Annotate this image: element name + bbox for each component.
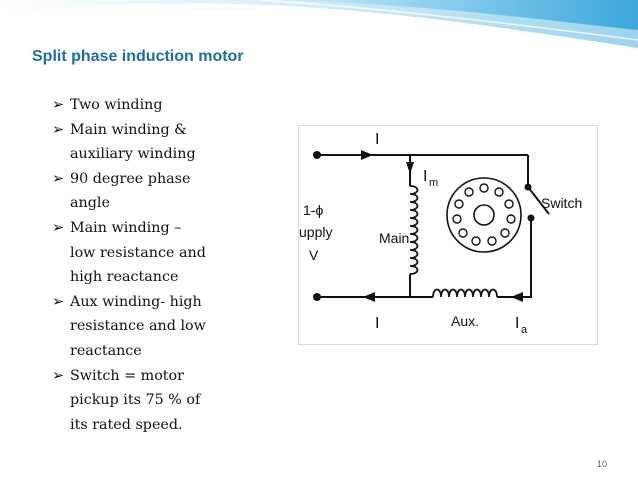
top-terminal xyxy=(313,151,321,159)
bullet-item xyxy=(52,364,262,438)
circuit-diagram xyxy=(298,125,598,345)
arrow-bullet-icon: ➢ xyxy=(52,219,64,236)
supply-label-line3: V xyxy=(309,247,319,263)
bullet-text: Main winding – low resistance and high reactance xyxy=(70,219,206,286)
main-current-subscript: m xyxy=(429,177,439,189)
bullet-item xyxy=(52,216,262,290)
slide-title: Split phase induction motor xyxy=(32,48,244,65)
switch-label: Switch xyxy=(541,195,583,211)
arrow-bullet-icon: ➢ xyxy=(52,293,64,310)
arrow-bullet-icon: ➢ xyxy=(52,170,64,187)
aux-current-subscript: a xyxy=(521,324,528,336)
main-winding-label: Main xyxy=(379,230,410,246)
bullet-text: Two winding xyxy=(70,97,163,113)
bottom-terminal xyxy=(313,293,321,301)
main-winding-coil xyxy=(410,186,418,274)
bullet-text: Aux winding- high resistance and low reactance xyxy=(70,293,206,359)
aux-current-label: I xyxy=(515,315,520,332)
bullet-list xyxy=(52,93,262,437)
top-current-arrow xyxy=(361,150,373,160)
bullet-item xyxy=(52,290,262,364)
arrow-bullet-icon: ➢ xyxy=(52,367,64,384)
main-current-arrow xyxy=(406,162,414,174)
arrow-bullet-icon: ➢ xyxy=(52,97,64,113)
arrow-bullet-icon: ➢ xyxy=(52,121,64,138)
supply-label-line2: upply xyxy=(299,224,333,240)
main-current-label: I xyxy=(423,168,428,185)
page-number: 10 xyxy=(597,459,608,469)
bottom-current-label: I xyxy=(375,315,380,332)
rotor-symbol xyxy=(447,178,521,252)
top-current-label: I xyxy=(375,131,380,148)
bullet-text: Main winding & auxiliary winding xyxy=(70,121,196,163)
aux-winding-label: Aux. xyxy=(451,313,480,329)
bullet-item xyxy=(52,167,262,216)
bullet-item xyxy=(52,118,262,167)
aux-current-arrow xyxy=(511,292,523,302)
supply-label-line1: 1-ϕ xyxy=(303,202,324,218)
bullet-text: 90 degree phase angle xyxy=(70,170,191,212)
bullet-text: Switch = motor pickup its 75 % of its rated speed. xyxy=(70,367,201,433)
bottom-current-arrow xyxy=(363,292,375,302)
bullet-item xyxy=(52,93,262,118)
